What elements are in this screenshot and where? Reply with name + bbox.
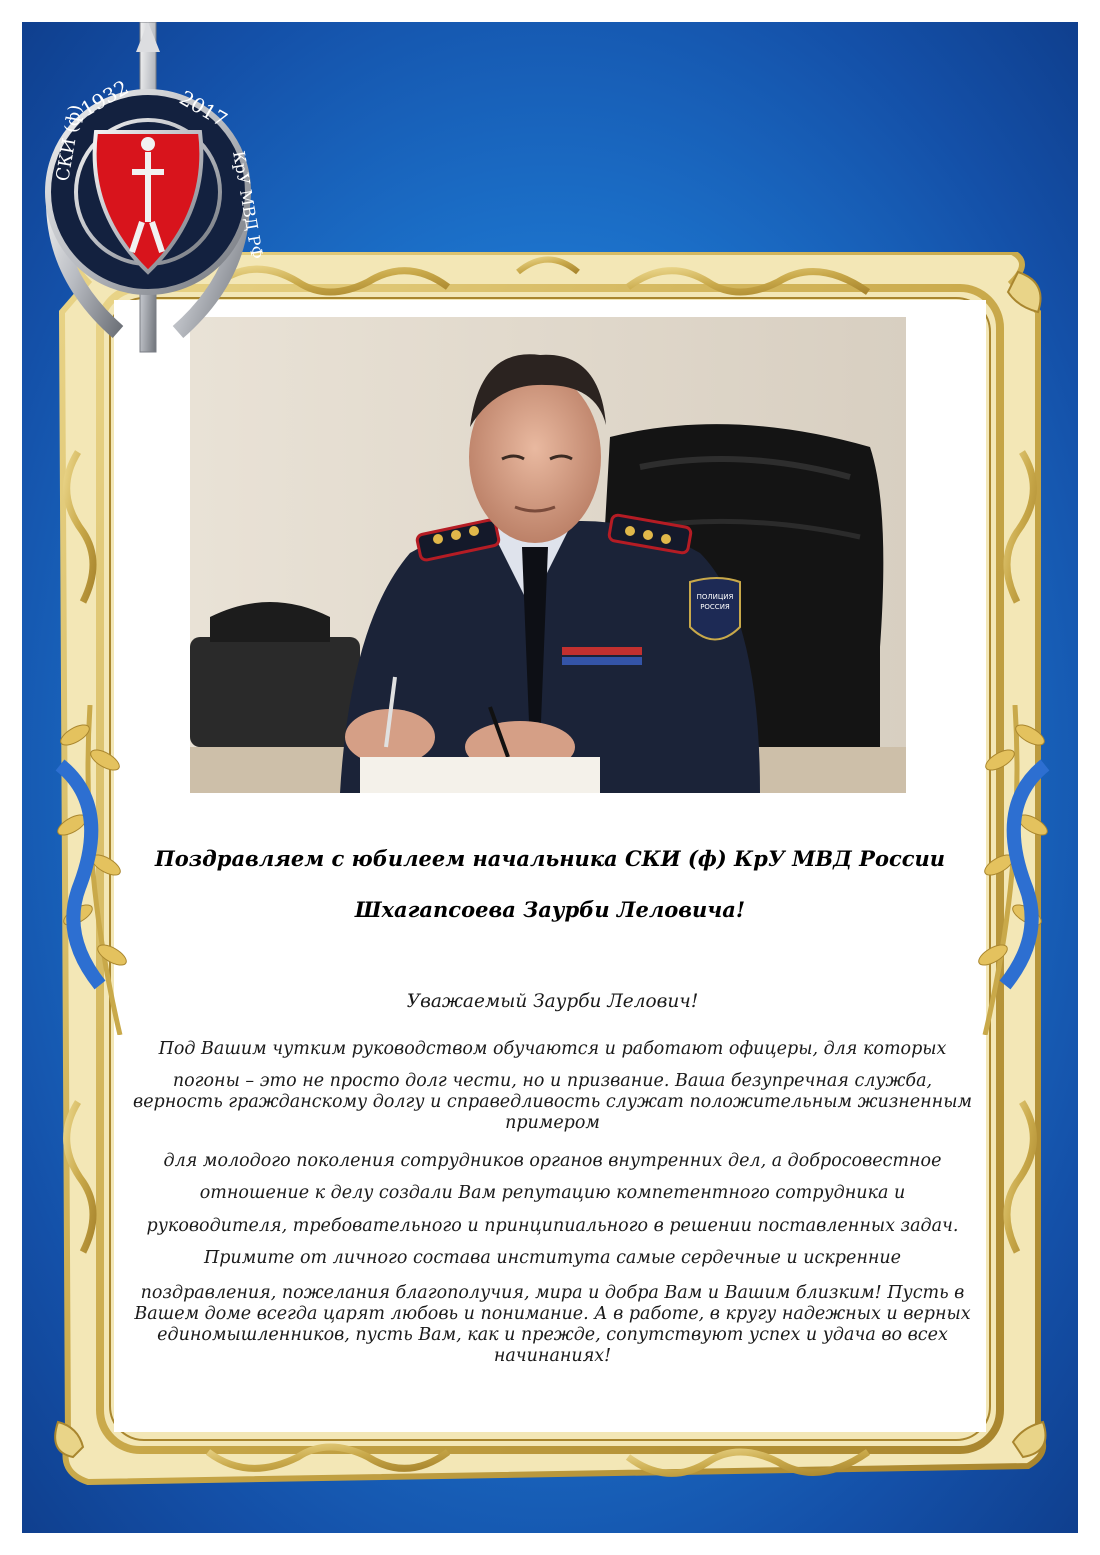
patch-top-text: ПОЛИЦИЯ <box>696 593 734 601</box>
greeting: Уважаемый Заурби Лелович! <box>406 991 699 1012</box>
badge-ring-right: КрУ МВД РФ <box>229 149 267 261</box>
letter-line-1: Под Вашим чутким руководством обучаются и работают офицеры, для которых <box>158 1039 947 1059</box>
letter-line-4: отношение к делу создали Вам репутацию компетентного сотрудника и <box>199 1183 906 1203</box>
badge-ring-left: СКИ (ф) <box>52 103 87 183</box>
letter-line-7: поздравления, пожелания благополучия, мира и добра Вам и Вашим близким! Пусть в Вашем доме всегда царят любовь и понимание. А в работе, в кругу надежных и верных единомышленников, пусть Вам, как и прежде, сопутствуют успех и удача во всех начинаниях! <box>134 1283 971 1366</box>
heading-line-2: Шхагапсоева Заурби Леловича! <box>354 897 746 922</box>
letter-line-2: погоны – это не просто долг чести, но и призвание. Ваша безупречная служба, верность гражданскому долгу и справедливость служат положительным жизненным примером <box>133 1071 972 1133</box>
letter-line-3: для молодого поколения сотрудников органов внутренних дел, а добросовестное <box>163 1151 942 1171</box>
officer-photo <box>190 317 906 793</box>
badge-year-start: 1932 <box>76 75 133 122</box>
badge-year-end: 2017 <box>175 85 232 132</box>
heading-line-1: Поздравляем с юбилеем начальника СКИ (ф) КрУ МВД России <box>154 846 946 871</box>
institute-badge <box>28 22 268 362</box>
letter-line-6: Примите от личного состава института самые сердечные и искренние <box>203 1248 902 1268</box>
patch-country-text: РОССИЯ <box>700 603 730 611</box>
letter-line-5: руководителя, требовательного и принципиального в решении поставленных задач. <box>146 1216 959 1236</box>
